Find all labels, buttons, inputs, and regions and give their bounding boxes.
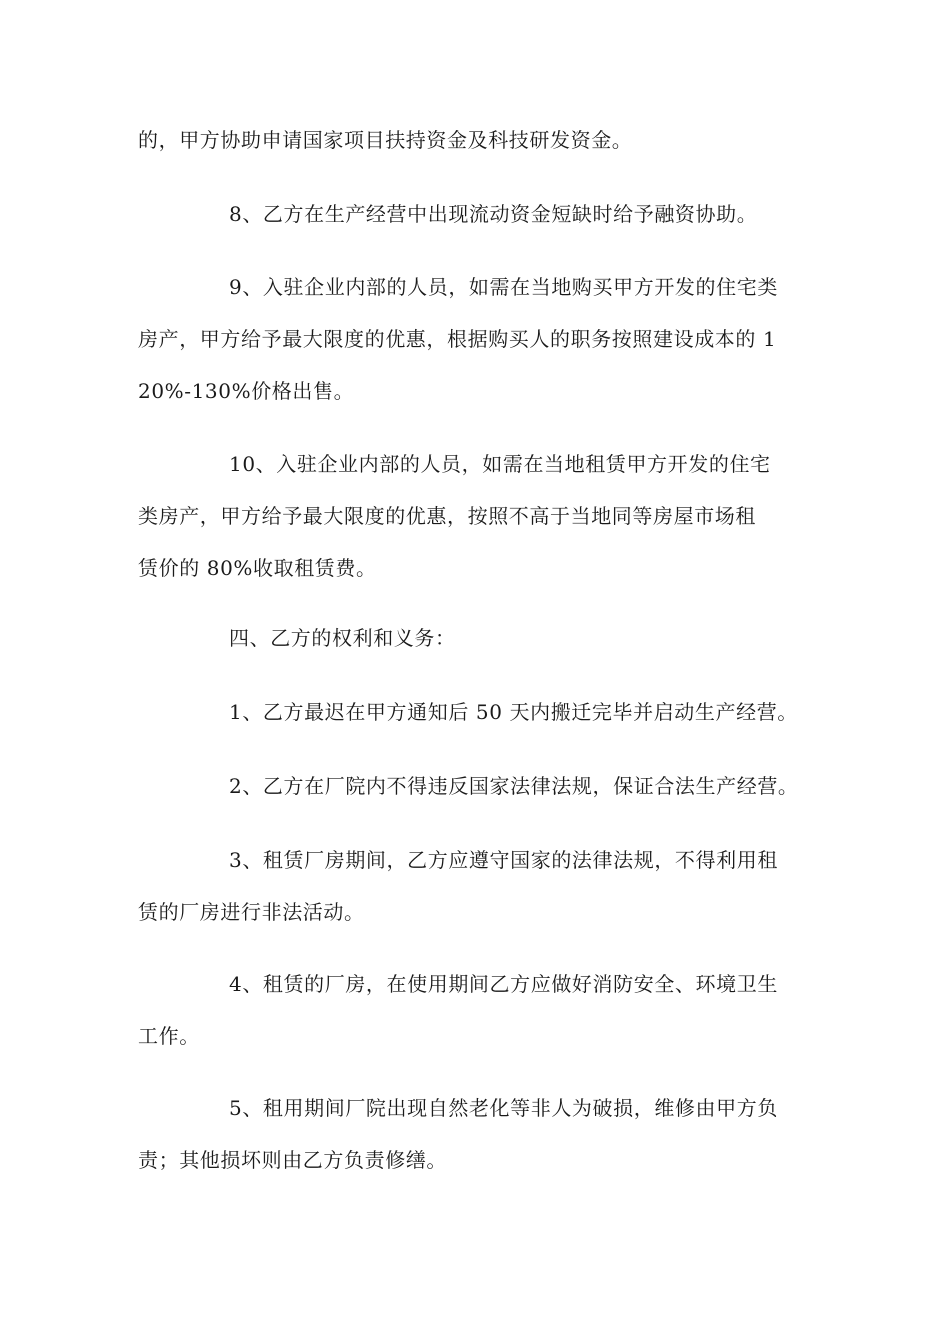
text-line: 8、乙方在生产经营中出现流动资金短缺时给予融资协助。 [229, 202, 758, 226]
paragraph-item-4 [138, 958, 833, 1062]
text-line: 工作。 [138, 1024, 200, 1048]
paragraph-item-10 [138, 438, 833, 594]
text-line: 的，甲方协助申请国家项目扶持资金及科技研发资金。 [138, 128, 633, 152]
text-line: 9、入驻企业内部的人员，如需在当地购买甲方开发的住宅类 [229, 275, 778, 299]
text-line: 赁价的 80%收取租赁费。 [138, 556, 377, 580]
section-heading-party-b-rights [138, 612, 833, 664]
text-line: 1、乙方最迟在甲方通知后 50 天内搬迁完毕并启动生产经营。 [229, 700, 798, 724]
paragraph-continuation [138, 114, 833, 166]
paragraph-item-3 [138, 834, 833, 938]
paragraph-item-5 [138, 1082, 833, 1186]
paragraph-item-1 [138, 686, 833, 738]
text-line: 5、租用期间厂院出现自然老化等非人为破损，维修由甲方负 [229, 1096, 778, 1120]
text-line: 赁的厂房进行非法活动。 [138, 900, 365, 924]
text-line: 2、乙方在厂院内不得违反国家法律法规，保证合法生产经营。 [229, 774, 799, 798]
paragraph-item-8 [138, 188, 833, 240]
text-line: 10、入驻企业内部的人员，如需在当地租赁甲方开发的住宅 [229, 452, 771, 476]
text-line: 20%-130%价格出售。 [138, 379, 355, 403]
paragraph-item-2 [138, 760, 833, 812]
text-line: 责；其他损坏则由乙方负责修缮。 [138, 1148, 447, 1172]
text-line: 四、乙方的权利和义务： [229, 626, 456, 650]
text-line: 4、租赁的厂房，在使用期间乙方应做好消防安全、环境卫生 [229, 972, 778, 996]
paragraph-item-9 [138, 261, 833, 417]
text-line: 类房产，甲方给予最大限度的优惠，按照不高于当地同等房屋市场租 [138, 504, 756, 528]
text-line: 房产，甲方给予最大限度的优惠，根据购买人的职务按照建设成本的 1 [138, 327, 777, 351]
text-line: 3、租赁厂房期间，乙方应遵守国家的法律法规，不得利用租 [229, 848, 778, 872]
